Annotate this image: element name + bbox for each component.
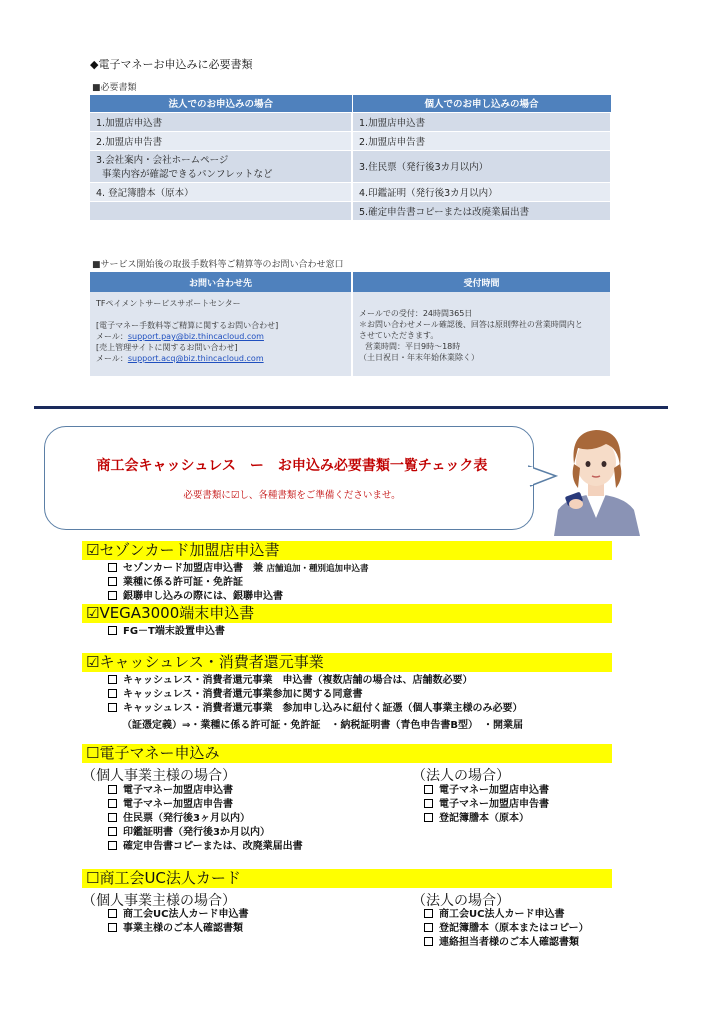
item-label: キャッシュレス・消費者還元事業 参加申し込みに紐付く証憑（個人事業主様のみ必要） — [123, 703, 523, 714]
uc-header: ☐商工会UC法人カード — [82, 869, 612, 888]
item-label: 電子マネー加盟店申込書 — [439, 785, 549, 796]
checklist-item[interactable] — [424, 798, 549, 811]
item-label: 電子マネー加盟店申込書 — [123, 785, 233, 796]
saison-header: ☑セゾンカード加盟店申込書 — [82, 541, 612, 560]
table-cell: 3.住民票（発行後3カ月以内） — [352, 150, 611, 182]
contact-cell-hours — [352, 292, 611, 376]
checkbox[interactable] — [108, 909, 117, 918]
contact-header-dest: お問い合わせ先 — [90, 272, 352, 292]
item-label: 銀聯申し込みの際には、銀聯申込書 — [123, 591, 283, 602]
section-title: ◆電子マネーお申込みに必要書類 — [90, 58, 253, 71]
checklist-item[interactable] — [424, 936, 579, 949]
checklist-item[interactable] — [108, 562, 369, 576]
item-label: 商工会UC法人カード申込書 — [123, 909, 249, 920]
table-cell: 4.印鑑証明（発行後3カ月以内） — [352, 182, 611, 201]
table-cell: 1.加盟店申込書 — [90, 112, 352, 131]
contact-line: メールでの受付：24時間365日 — [359, 309, 473, 318]
email-link-pay[interactable]: support.pay@biz.thincacloud.com — [127, 332, 264, 341]
checklist-item[interactable] — [108, 798, 233, 811]
contact-line: させていただきます。 — [359, 331, 439, 340]
speech-callout — [44, 426, 534, 530]
table-cell: 2.加盟店申告書 — [352, 131, 611, 150]
checkbox[interactable] — [108, 563, 117, 572]
contact-label: ■サービス開始後の取扱手数料等ご精算等のお問い合わせ窓口 — [92, 260, 344, 270]
checklist-item[interactable] — [108, 922, 243, 935]
checkbox[interactable] — [424, 909, 433, 918]
checklist-item[interactable] — [424, 812, 529, 825]
contact-header-hours: 受付時間 — [352, 272, 611, 292]
contact-line: 営業時間：平日9時～18時 — [365, 342, 461, 351]
item-label: 登記簿謄本（原本） — [439, 813, 529, 824]
table-row — [90, 131, 611, 150]
checkbox[interactable] — [108, 577, 117, 586]
woman-avatar-icon — [548, 418, 644, 536]
item-label: 連絡担当者様のご本人確認書類 — [439, 937, 579, 948]
table-cell: 5.確定申告書コピーまたは改廃業届出書 — [352, 201, 611, 220]
checklist-item[interactable] — [108, 688, 363, 701]
emoney-indiv-header: （個人事業主様の場合） — [82, 768, 236, 784]
item-label: 住民票（発行後3ヶ月以内） — [123, 813, 250, 824]
item-label: 確定申告書コピーまたは、改廃業届出書 — [123, 841, 303, 852]
checkbox[interactable] — [424, 799, 433, 808]
table-cell — [90, 201, 352, 220]
checklist-item[interactable] — [108, 784, 233, 797]
checklist-item[interactable] — [424, 908, 564, 921]
checkbox[interactable] — [108, 591, 117, 600]
checklist-item[interactable] — [108, 576, 243, 589]
checkbox[interactable] — [424, 937, 433, 946]
checklist-item[interactable] — [108, 812, 250, 825]
checklist-item[interactable] — [108, 702, 523, 715]
checklist-item[interactable] — [108, 826, 270, 839]
item-label: 事業主様のご本人確認書類 — [123, 923, 243, 934]
item-label: セゾンカード加盟店申込書 兼 — [123, 563, 263, 574]
cell-line: 3.会社案内・会社ホームページ — [96, 155, 229, 166]
table-cell — [90, 150, 352, 182]
item-label: 電子マネー加盟店申告書 — [439, 799, 549, 810]
checklist-item[interactable] — [424, 922, 589, 935]
uc-corp-header: （法人の場合） — [412, 893, 510, 909]
checkbox[interactable] — [424, 923, 433, 932]
table-cell: 2.加盟店申告書 — [90, 131, 352, 150]
checkbox[interactable] — [108, 703, 117, 712]
section-divider — [34, 406, 668, 409]
item-label: キャッシュレス・消費者還元事業参加に関する同意書 — [123, 689, 363, 700]
checkbox[interactable] — [108, 626, 117, 635]
item-label: 電子マネー加盟店申告書 — [123, 799, 233, 810]
checkbox[interactable] — [108, 785, 117, 794]
item-label-small: 店舗追加・種別追加申込書 — [266, 564, 369, 574]
checklist-item[interactable] — [108, 625, 225, 638]
checklist-item[interactable] — [108, 908, 248, 921]
checkbox[interactable] — [108, 675, 117, 684]
table-header-indiv: 個人でのお申し込みの場合 — [352, 95, 611, 112]
table-row — [90, 112, 611, 131]
checklist-item[interactable] — [108, 674, 473, 687]
table-row — [90, 150, 611, 182]
emoney-corp-header: （法人の場合） — [412, 768, 510, 784]
table-cell: 1.加盟店申込書 — [352, 112, 611, 131]
vega-header: ☑VEGA3000端末申込書 — [82, 604, 612, 623]
mail-label: メール： — [96, 354, 128, 363]
contact-line-blank — [96, 309, 345, 320]
checkbox[interactable] — [424, 785, 433, 794]
checklist-item[interactable] — [424, 784, 549, 797]
checkbox[interactable] — [108, 689, 117, 698]
contact-line: （土日祝日・年末年始休業除く） — [359, 353, 479, 362]
emoney-header: ☐電子マネー申込み — [82, 744, 612, 763]
mail-label: メール： — [96, 332, 128, 341]
table-cell: 4. 登記簿謄本（原本） — [90, 182, 352, 201]
table-header-corp: 法人でのお申込みの場合 — [90, 95, 352, 112]
item-label: 印鑑証明書（発行後3か月以内） — [123, 827, 270, 838]
item-label: キャッシュレス・消費者還元事業 申込書（複数店舗の場合は、店舗数必要） — [123, 675, 473, 686]
contact-line: TFペイメントサービスサポートセンター — [96, 299, 241, 308]
checkbox[interactable] — [424, 813, 433, 822]
required-docs-table — [90, 95, 612, 220]
checkbox[interactable] — [108, 799, 117, 808]
callout-title: 商工会キャッシュレス ー お申込み必要書類一覧チェック表 — [96, 458, 488, 474]
contact-line — [96, 353, 345, 364]
table-row — [90, 182, 611, 201]
item-label: 商工会UC法人カード申込書 — [439, 909, 565, 920]
item-label: 登記簿謄本（原本またはコピー） — [439, 923, 589, 934]
cashless-header: ☑キャッシュレス・消費者還元事業 — [82, 653, 612, 672]
cell-line: 事業内容が確認できるパンフレットなど — [102, 169, 273, 180]
contact-cell-dest — [90, 292, 352, 376]
table-row — [90, 292, 611, 376]
contact-table — [90, 272, 612, 376]
checkbox[interactable] — [108, 923, 117, 932]
table-row — [90, 201, 611, 220]
checkbox[interactable] — [108, 841, 117, 850]
contact-line: ＊お問い合わせメール確認後、回答は原則弊社の営業時間内と — [359, 320, 583, 329]
contact-line — [96, 331, 345, 342]
email-link-acq[interactable]: support.acq@biz.thincacloud.com — [127, 354, 264, 363]
callout-subtitle: 必要書類に☑し、各種書類をご準備くださいませ。 — [183, 490, 401, 501]
checkbox[interactable] — [108, 813, 117, 822]
contact-line: [売上管理サイトに関するお問い合わせ] — [96, 343, 238, 352]
item-label: FG－T端末設置申込書 — [123, 626, 225, 637]
evidence-note: （証憑定義）⇒・業種に係る許可証・免許証 ・納税証明書（青色申告書B型） ・開業届 — [122, 720, 524, 731]
item-label: 業種に係る許可証・免許証 — [123, 577, 243, 588]
checklist-item[interactable] — [108, 590, 283, 603]
checklist-item[interactable] — [108, 840, 303, 853]
required-docs-label: ■必要書類 — [92, 83, 137, 93]
uc-indiv-header: （個人事業主様の場合） — [82, 893, 236, 909]
checkbox[interactable] — [108, 827, 117, 836]
contact-line: [電子マネー手数料等ご精算に関するお問い合わせ] — [96, 321, 279, 330]
